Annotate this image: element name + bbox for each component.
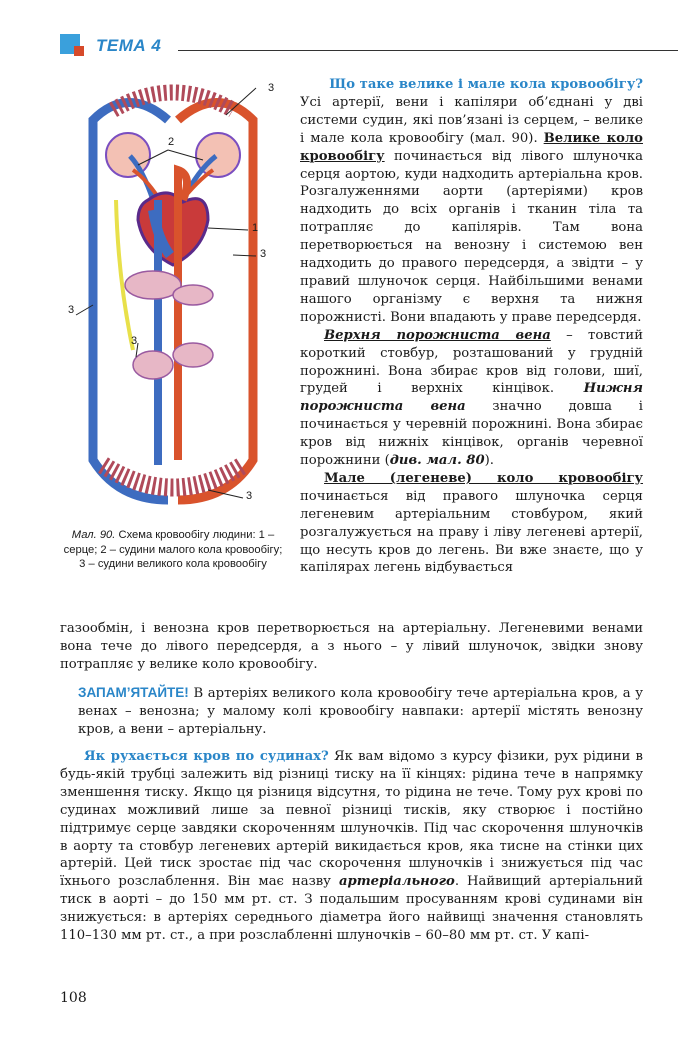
s2-text-b: . Найвищий артеріальний тиск в аорті – до 150 мм рт. ст. З подальшим просуванням крові судинами він знижується: в артеріях середнього діаметра його найвищі значення становлять 110–130 мм рт. ст., а при розслабленні шлуночків – 60–80 мм рт. ст. У капі- [60,874,644,944]
s1-p2-ref: див. мал. 80 [389,453,485,469]
figure-label-3-mid: 3 [131,335,138,347]
section1-column [300,76,643,577]
s1-p2-a: – товстий короткий стовбур, розташований у грудній порожнині. Вона збирає кров від голови, шиї, грудей і верхніх кінцівок. [300,327,643,397]
section1-paragraph2 [300,327,643,470]
remember-text: В артеріях великого кола кровообігу тече артеріальна кров, а у венах – венозна; у малому колі кровообігу навпаки: артерії містять венозну кров, а вени – артеріальну. [78,686,643,737]
s1-p2-b: значно довша і починається у черевній порожнині. Вона збирає кров від нижніх кінцівок, органів черевної порожнини ( [300,399,643,469]
organ-bed-2 [173,285,213,305]
section1-paragraph1 [300,94,643,327]
s1-p2-c: ). [484,453,494,469]
section1-continuation [60,620,643,674]
header-marker-accent [74,46,84,56]
s1-p1-a: Усі артерії, вени і капіляри об’єднані у дві системи судин, які пов’язані із серцем, – велике і мале кола кровообігу (мал. 90). [300,94,643,146]
figure-label-3-top: 3 [268,82,275,94]
s2-text-a: Як вам відомо з курсу фізики, рух рідини в будь-якій трубці залежить від різниці тиску на її кінцях: рідина тече в напрямку зменшення тиску. Якщо ця різниця відсутня, то рідина не тече. Тому рух крові по судинах можливий лише за певної різниці тисків, яку створює і постійно підтримує серце завдяки скороченням шлуночків. Під час скорочення шлуночків в аорту та стовбур легеневих артерій викидається кров, яка тисне на стінки цих артерій. Цей тиск зростає під час скорочення шлуночків і знижується під час їхнього розслаблення. Він має назву [60,749,643,890]
section1-heading: Що таке велике і мале кола кровообігу? [329,77,643,92]
caption-text: Схема кровообігу людини: 1 – серце; 2 – судини малого кола кровообігу; 3 – судини великого кола кровообігу [63,529,283,570]
page-title: ТЕМА 4 [96,36,162,55]
organ-bed-3 [133,351,173,379]
header-rule [178,50,678,51]
section2-paragraph [60,748,643,945]
header [60,34,680,64]
s1-p3-term: Мале (легеневе) коло кровообігу [324,470,643,486]
section2 [60,748,643,945]
figure-label-1: 1 [252,222,259,234]
figure-label-3-bottom: 3 [246,490,253,502]
figure-circulation [58,80,288,520]
figure-caption [60,528,286,572]
remember-block [78,684,643,739]
remember-paragraph [78,684,643,739]
section1-paragraph3 [300,470,643,577]
section2-heading: Як рухається кров по судинах? [84,749,329,764]
s1-p2-term1: Верхня порожниста вена [324,327,551,343]
s1-p3-a: починається від правого шлуночка серця легеневим артеріальним стовбуром, який розгалужується на праву і ліву легеневі артерії, що несуть кров до легень. Ви вже знаєте, що у капілярах легень відбувається [300,488,643,576]
s2-term: артеріального [338,874,455,890]
page-number: 108 [60,990,87,1006]
portal-vein [116,200,133,350]
figure-label-3-right: 3 [260,248,267,260]
figure-label-2: 2 [168,136,175,148]
figure-label-3-left: 3 [68,304,75,316]
s1-p3-b: газообмін, і венозна кров перетворюється на артеріальну. Легеневими венами вона тече до лівого передсердя, а з нього – у лівий шлуночок, звідки знову потрапляє у велике коло кровообігу. [60,621,643,672]
remember-label: ЗАПАМ’ЯТАЙТЕ! [78,685,189,700]
caption-prefix: Мал. 90. [71,529,116,541]
lung-left [106,133,150,177]
s1-p1-b: починається від лівого шлуночка серця аортою, куди надходить артеріальна кров. Розгалуженнями аорти (артеріями) кров надходить до всіх органів і тканин тіла та потрапляє до капілярів. Там вона перетворюється на венозну і системою вен надходить до правого передсердя, а звідти – у правий шлуночок серця. Найбільшими венами нашого організму є верхня та нижня порожнисті. Вони впадають у праве передсердя. [300,148,643,325]
organ-bed-4 [173,343,213,367]
s1-p2-term2: Нижня порожниста вена [300,381,643,415]
heart [138,193,208,265]
s1-p1-term: Велике коло кровообігу [300,130,643,164]
lower-capillaries [103,465,243,488]
